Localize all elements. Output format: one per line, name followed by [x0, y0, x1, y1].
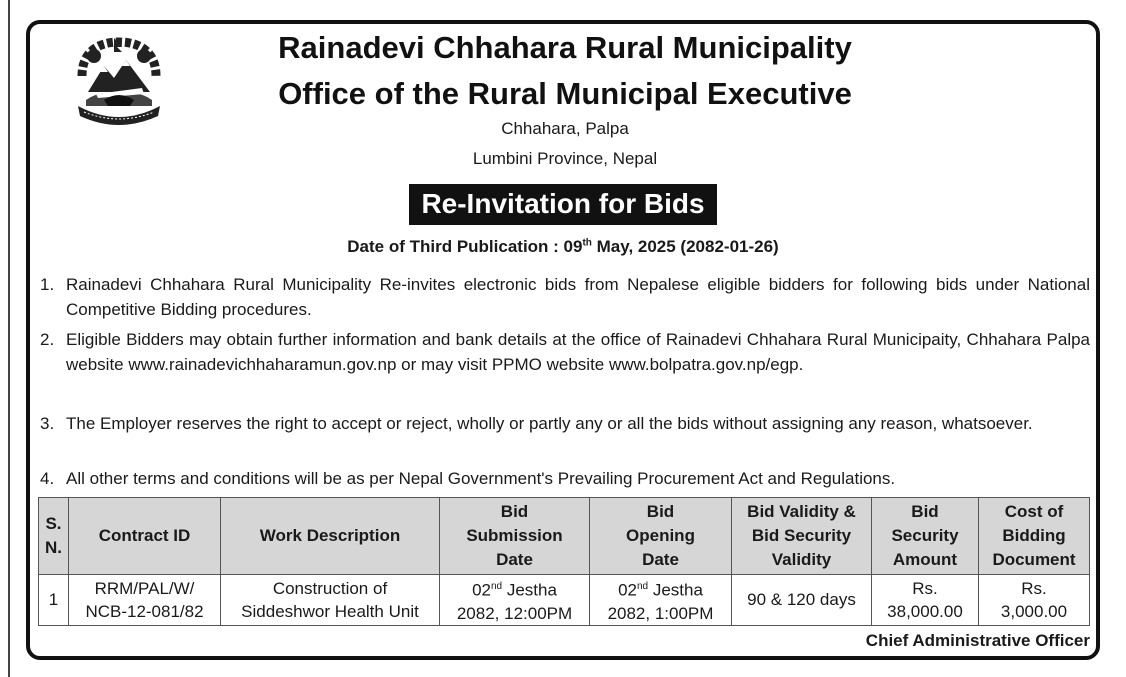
header-document-cost: Cost of Bidding Document [979, 498, 1090, 575]
cell-document-cost: Rs. 3,000.00 [979, 575, 1090, 626]
cell-contract-id: RRM/PAL/W/ NCB-12-081/82 [69, 575, 221, 626]
header-contract-id: Contract ID [69, 498, 221, 575]
clause-number: 3. [40, 414, 55, 433]
municipality-title: Rainadevi Chhahara Rural Municipality [278, 30, 852, 65]
clause-number: 1. [40, 275, 55, 294]
clause-3 [40, 411, 1090, 436]
cell-work-description: Construction of Siddeshwor Health Unit [221, 575, 440, 626]
office-title: Office of the Rural Municipal Executive [278, 76, 852, 111]
publication-prefix: Date of Third Publication : 09 [347, 237, 583, 256]
cell-validity: 90 & 120 days [732, 575, 872, 626]
publication-day-suffix: th [582, 237, 592, 249]
table-header-row [39, 498, 1090, 575]
header-work-description: Work Description [221, 498, 440, 575]
bids-table [38, 497, 1090, 626]
header-security-amount: Bid Security Amount [872, 498, 979, 575]
page-left-rule [8, 0, 10, 677]
cell-opening-date: 02nd Jestha 2082, 1:00PM [590, 575, 732, 626]
clause-text: Rainadevi Chhahara Rural Municipality Re-invites electronic bids from Nepalese eligible bidders for following bids under National Competitive Bidding procedures. [66, 275, 1090, 319]
clause-2 [40, 327, 1090, 377]
table-row [39, 575, 1090, 626]
notice-title-wrap [0, 184, 1126, 225]
clause-1 [40, 272, 1090, 322]
header-opening-date: Bid Opening Date [590, 498, 732, 575]
clause-text: All other terms and conditions will be as per Nepal Government's Prevailing Procurement Act and Regulations. [66, 469, 896, 488]
publication-rest: May, 2025 (2082-01-26) [591, 237, 779, 256]
clause-text: The Employer reserves the right to accept or reject, wholly or partly any or all the bids without assigning any reason, whatsoever. [66, 414, 1033, 433]
address-line-1: Chhahara, Palpa [501, 119, 629, 138]
header-sn: S. N. [39, 498, 69, 575]
nepal-government-emblem-icon [74, 36, 164, 128]
clause-text: Eligible Bidders may obtain further information and bank details at the office of Rainadevi Chhahara Rural Municipaity, Chhahara Palpa website www.rainadevichhaharamun.gov.np or may visit PPMO website www.bolpatra.gov.np/egp. [66, 330, 1090, 374]
signoff: Chief Administrative Officer [865, 631, 1090, 650]
cell-submission-date: 02nd Jestha 2082, 12:00PM [440, 575, 590, 626]
notice-title-banner: Re-Invitation for Bids [409, 184, 716, 225]
cell-security-amount: Rs. 38,000.00 [872, 575, 979, 626]
address-line-2: Lumbini Province, Nepal [472, 149, 658, 168]
header-submission-date: Bid Submission Date [440, 498, 590, 575]
header-validity: Bid Validity & Bid Security Validity [732, 498, 872, 575]
clause-4 [40, 466, 1090, 491]
clause-number: 2. [40, 330, 55, 349]
cell-sn: 1 [39, 575, 69, 626]
clause-number: 4. [40, 469, 55, 488]
publication-date [0, 237, 1126, 257]
